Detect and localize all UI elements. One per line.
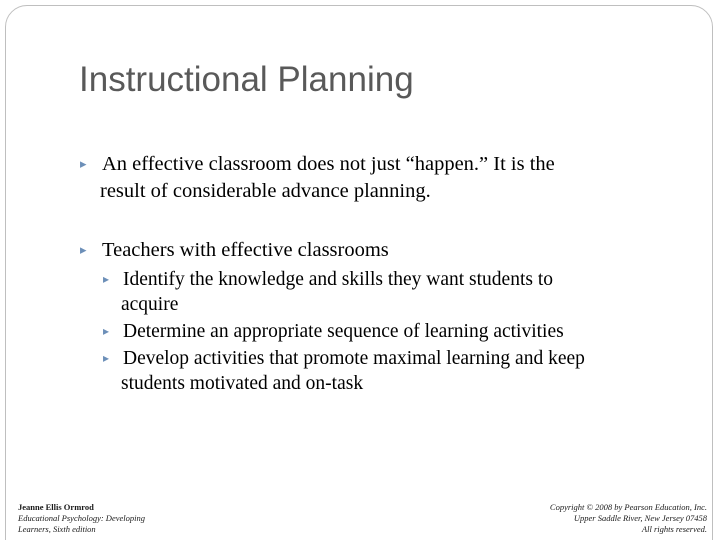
footer-copyright-line1: Copyright © 2008 by Pearson Education, Inc. [549, 502, 707, 512]
footer-book-line1: Educational Psychology: Developing [18, 513, 145, 523]
sub-bullet-text-line2: acquire [121, 294, 179, 315]
footer-copyright [550, 502, 707, 535]
footer-citation [18, 502, 145, 535]
sub-bullet-item [103, 319, 663, 344]
footer-author: Jeanne Ellis Ormrod [18, 502, 94, 512]
bullet-icon: ▸ [103, 351, 110, 365]
footer-book-line2: Learners, Sixth edition [18, 524, 96, 534]
sub-bullet-text-line1: Identify the knowledge and skills they want students to [123, 269, 554, 290]
bullet-icon: ▸ [80, 156, 87, 171]
sub-bullet-text-line1: Determine an appropriate sequence of learning activities [123, 321, 564, 342]
sub-bullet-item [103, 267, 663, 317]
sub-bullet-item [103, 346, 663, 396]
bullet-text-line1: An effective classroom does not just “happen.” It is the [102, 153, 555, 175]
bullet-text-line1: Teachers with effective classrooms [102, 239, 389, 261]
bullet-icon: ▸ [103, 324, 110, 338]
footer-copyright-line3: All rights reserved. [641, 524, 707, 534]
bullet-item [80, 236, 660, 264]
slide-title: Instructional Planning [79, 60, 414, 99]
sub-bullet-text-line2: students motivated and on-task [121, 373, 364, 394]
bullet-icon: ▸ [103, 272, 110, 286]
bullet-item [80, 150, 660, 205]
sub-bullet-text-line1: Develop activities that promote maximal learning and keep [123, 348, 585, 369]
bullet-text-line2: result of considerable advance planning. [100, 180, 431, 202]
footer-copyright-line2: Upper Saddle River, New Jersey 07458 [573, 513, 707, 523]
bullet-icon: ▸ [80, 242, 87, 257]
